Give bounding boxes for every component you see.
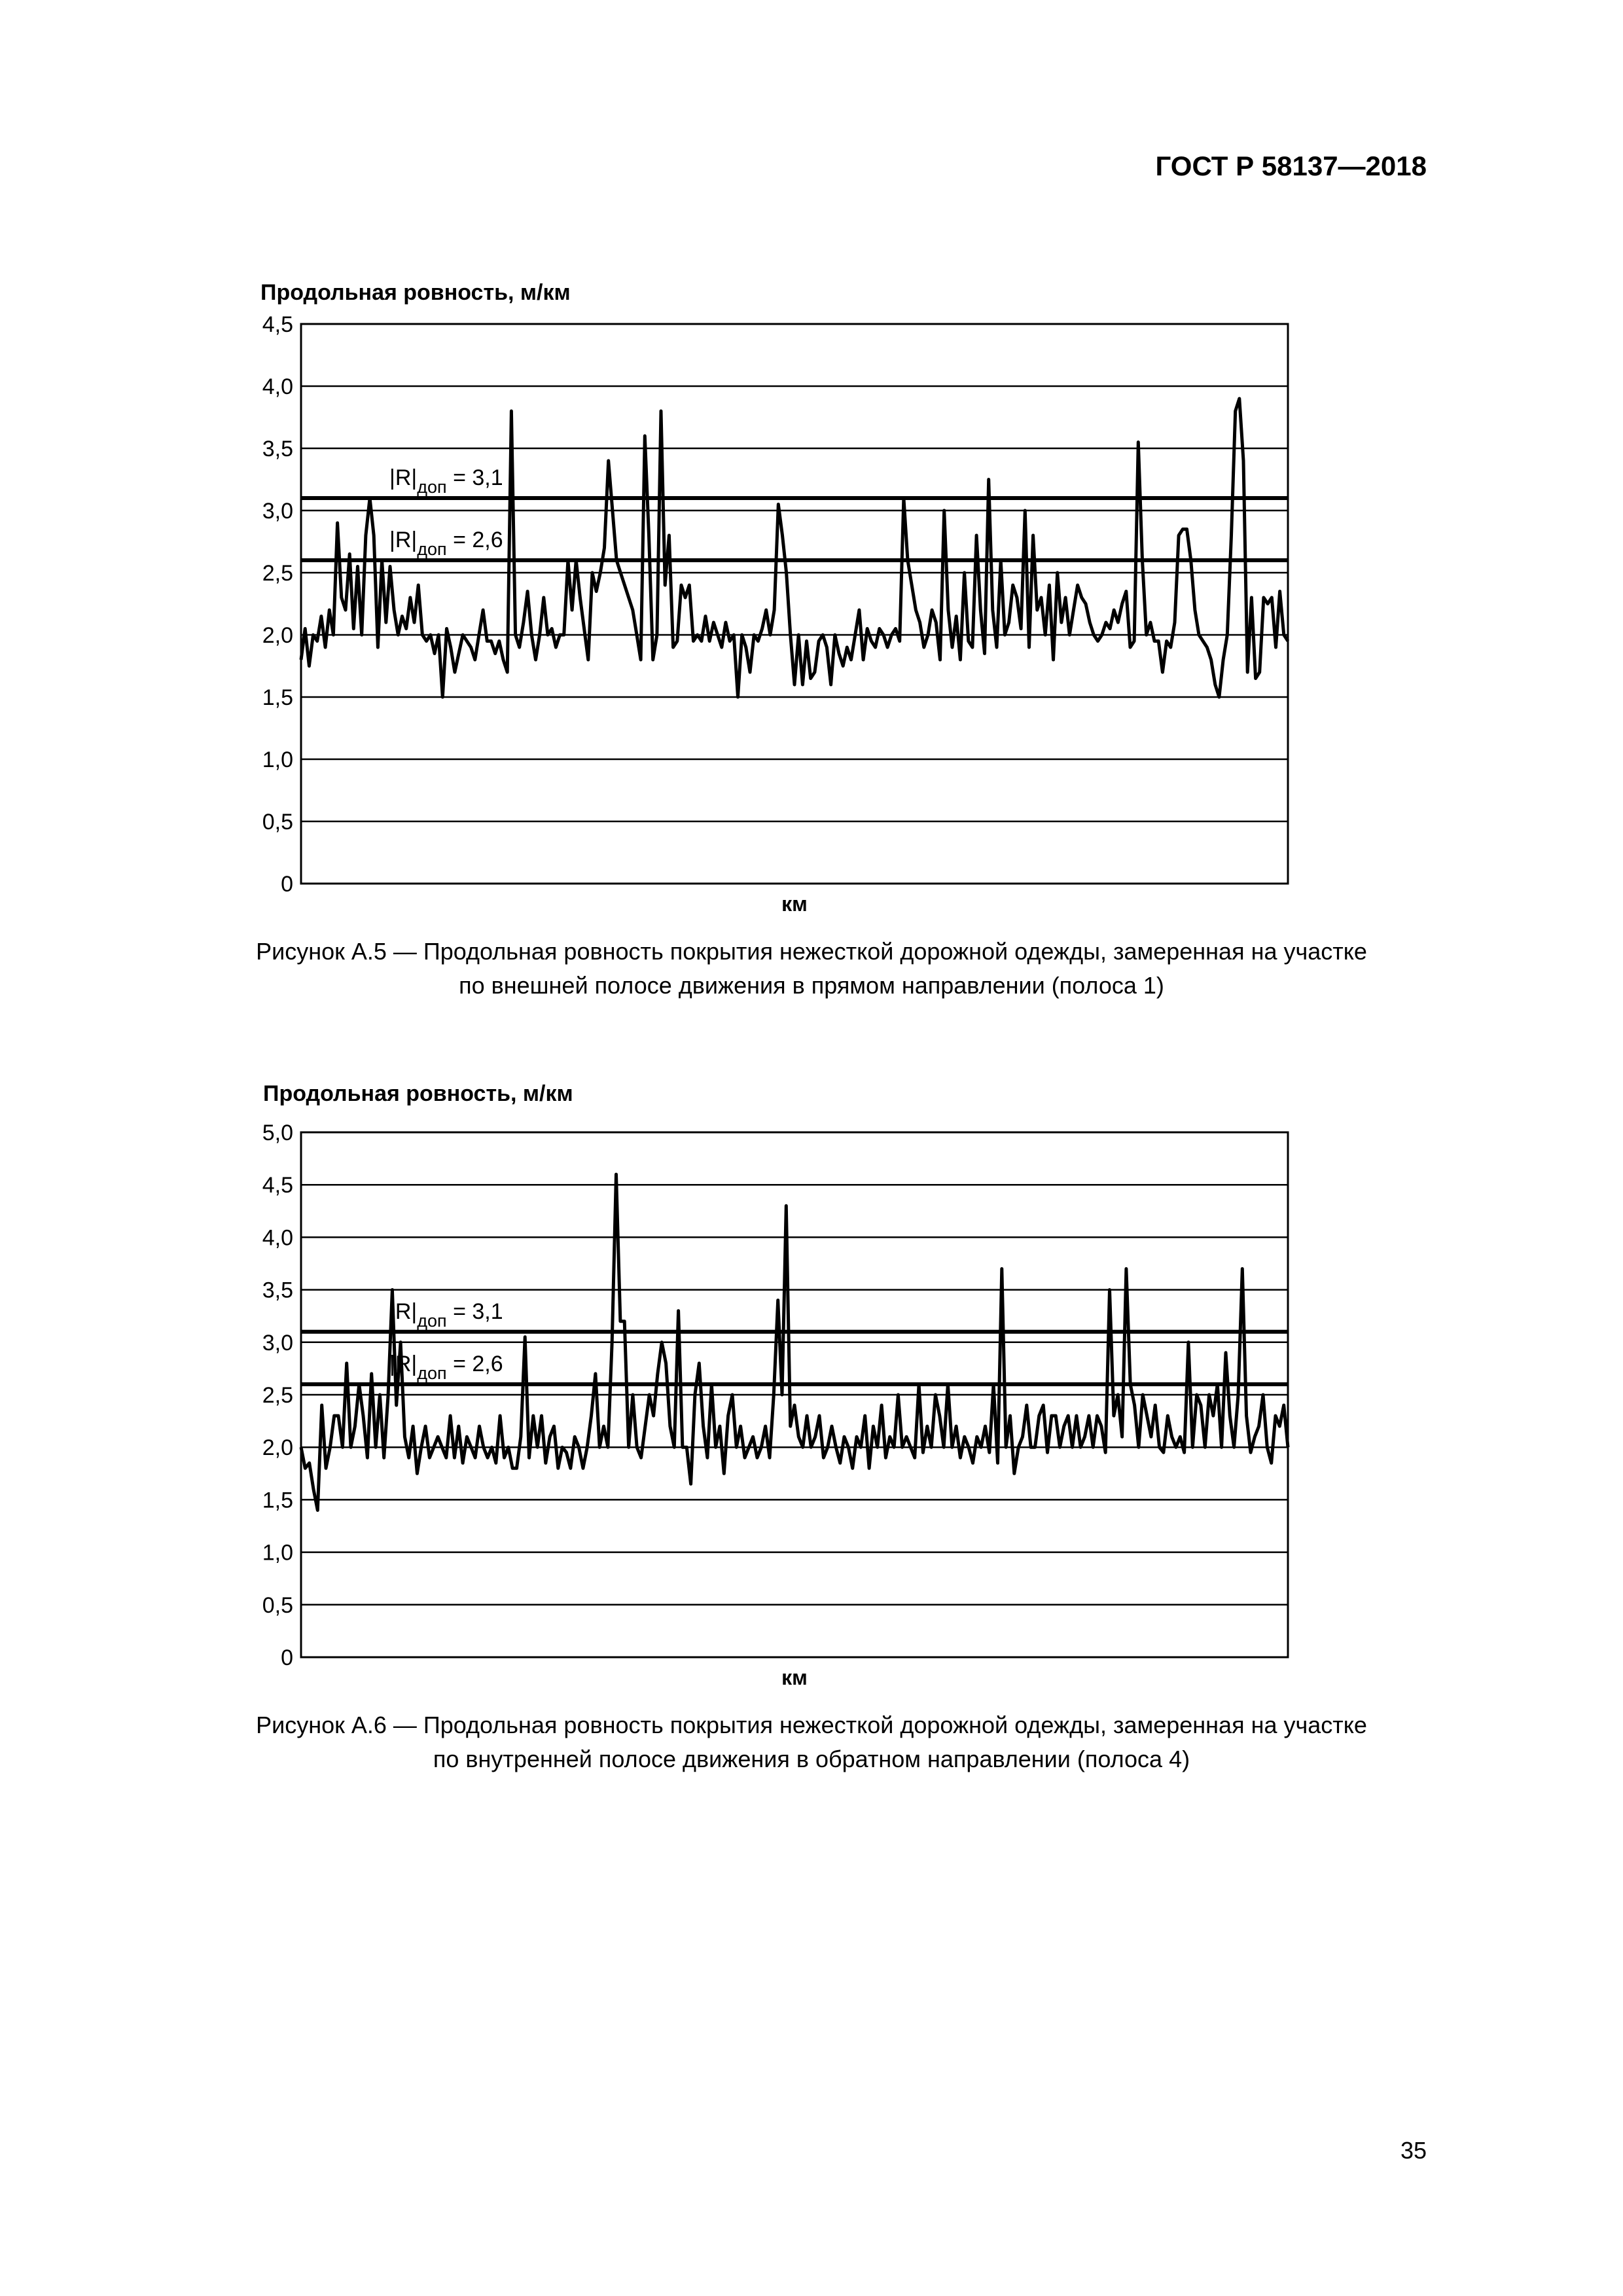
chart1-y-axis-label: Продольная ровность, м/км xyxy=(260,280,571,305)
page-number: 35 xyxy=(1400,2137,1427,2164)
figure-a5-caption-line2: по внешней полосе движения в прямом направлении (полоса 1) xyxy=(459,972,1164,999)
document-header: ГОСТ Р 58137—2018 xyxy=(1155,151,1427,181)
chart1-y-tick-label: 2,0 xyxy=(262,623,293,648)
chart2-y-tick-label: 3,0 xyxy=(262,1330,293,1355)
figure-a5-caption-line1: Рисунок А.5 — Продольная ровность покрытия нежесткой дорожной одежды, замеренная на участке xyxy=(256,938,1367,965)
chart1-y-tick-label: 2,5 xyxy=(262,561,293,586)
chart1-x-axis-label: км xyxy=(781,892,808,916)
chart2-y-tick-label: 4,0 xyxy=(262,1225,293,1251)
chart2-y-tick-label: 1,0 xyxy=(262,1540,293,1566)
chart2-x-axis-label: км xyxy=(781,1666,808,1689)
chart1-y-tick-label: 3,0 xyxy=(262,499,293,524)
figure-a6-caption xyxy=(0,1708,1623,1776)
chart1-y-tick-label: 3,5 xyxy=(262,437,293,461)
chart1-y-tick-label: 0,5 xyxy=(262,810,293,834)
chart1-y-tick-label: 0 xyxy=(281,872,293,897)
figure-a6-caption-line1: Рисунок А.6 — Продольная ровность покрытия нежесткой дорожной одежды, замеренная на участке xyxy=(256,1712,1367,1738)
chart2-threshold-label: $|R|_{доп} = 2,6$ xyxy=(389,1351,503,1383)
chart2-y-tick-label: 2,5 xyxy=(262,1383,293,1408)
chart2-y-tick-label: 3,5 xyxy=(262,1278,293,1303)
chart1-y-tick-label: 4,5 xyxy=(262,312,293,337)
chart2-threshold-label: $|R|_{доп} = 3,1$ xyxy=(389,1299,503,1331)
chart1-y-tick-label: 4,0 xyxy=(262,374,293,399)
chart2-y-tick-label: 0,5 xyxy=(262,1592,293,1618)
chart1-y-tick-label: 1,0 xyxy=(262,747,293,772)
chart2-y-tick-label: 4,5 xyxy=(262,1173,293,1198)
chart1-threshold-label: $|R|_{доп} = 2,6$ xyxy=(389,528,503,559)
chart2-y-axis-label: Продольная ровность, м/км xyxy=(263,1081,573,1106)
chart2-y-tick-label: 0 xyxy=(281,1645,293,1670)
chart1-y-tick-label: 1,5 xyxy=(262,685,293,710)
chart2-y-tick-label: 5,0 xyxy=(262,1121,293,1145)
chart2-y-tick-label: 2,0 xyxy=(262,1435,293,1461)
figure-a6-caption-line2: по внутренней полосе движения в обратном направлении (полоса 4) xyxy=(433,1746,1190,1772)
chart1-threshold-label: $|R|_{доп} = 3,1$ xyxy=(389,465,503,497)
chart2-y-tick-label: 1,5 xyxy=(262,1488,293,1513)
